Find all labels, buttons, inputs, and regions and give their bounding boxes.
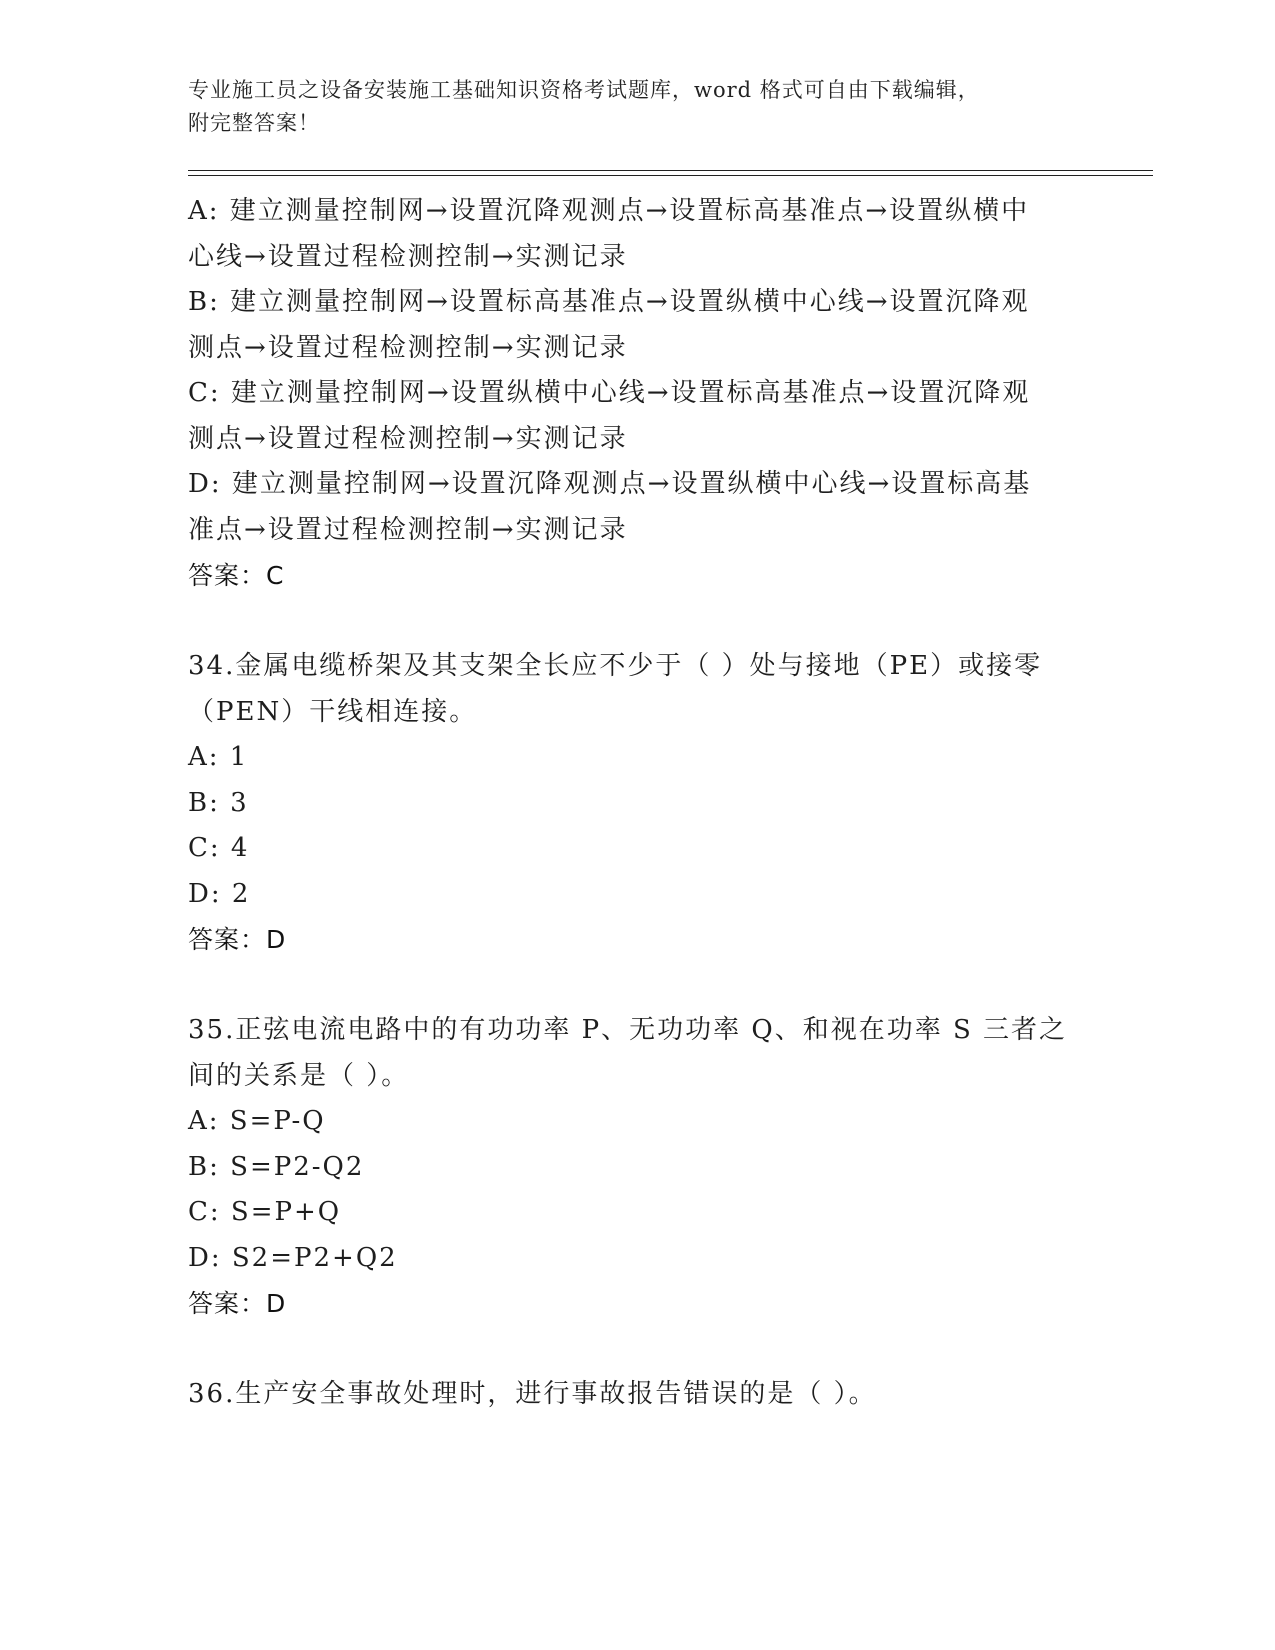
option-d-line-1: D: 建立测量控制网→设置沉降观测点→设置纵横中心线→设置标高基 <box>188 469 1032 499</box>
option-c-line-1: C: 建立测量控制网→设置纵横中心线→设置标高基准点→设置沉降观 <box>188 378 1031 408</box>
option-c: C: 4 <box>188 833 250 863</box>
option-d: D: 2 <box>188 878 251 909</box>
option-b: B: 3 <box>188 787 249 818</box>
option-a: A: S=P-Q <box>188 1106 326 1136</box>
spacer <box>188 1327 1068 1373</box>
option-c: C: S=P+Q <box>188 1197 342 1227</box>
option-d-line-2: 准点→设置过程检测控制→实测记录 <box>188 514 628 545</box>
question-34 <box>188 644 1068 963</box>
spacer <box>188 599 1068 645</box>
question-34-answer: 答案：D <box>188 925 287 954</box>
option-a-line-2: 心线→设置过程检测控制→实测记录 <box>188 241 628 272</box>
question-35-answer: 答案：D <box>188 1289 287 1318</box>
option-b-line-2: 测点→设置过程检测控制→实测记录 <box>188 332 628 363</box>
document-header <box>188 74 1088 140</box>
spacer <box>188 963 1068 1009</box>
question-34-stem-line-1: 34.金属电缆桥架及其支架全长应不少于（ ）处与接地（PE）或接零 <box>188 651 1043 681</box>
question-36-stem-line-1: 36.生产安全事故处理时，进行事故报告错误的是（ ）。 <box>188 1379 877 1409</box>
question-35 <box>188 1008 1068 1327</box>
option-c-line-2: 测点→设置过程检测控制→实测记录 <box>188 423 628 454</box>
question-35-stem-line-1: 35.正弦电流电路中的有功功率 P、无功功率 Q、和视在功率 S 三者之 <box>188 1015 1068 1045</box>
question-35-stem-line-2: 间的关系是（ ）。 <box>188 1060 410 1091</box>
header-divider-1 <box>188 170 1153 171</box>
question-content <box>188 189 1068 1418</box>
question-33-answer: 答案：C <box>188 561 285 590</box>
option-d: D: S2=P2+Q2 <box>188 1242 398 1273</box>
header-line-2: 附完整答案！ <box>188 111 320 135</box>
option-b: B: S=P2-Q2 <box>188 1151 365 1182</box>
option-b-line-1: B: 建立测量控制网→设置标高基准点→设置纵横中心线→设置沉降观 <box>188 287 1030 317</box>
header-line-1: 专业施工员之设备安装施工基础知识资格考试题库，word 格式可自由下载编辑， <box>188 78 980 102</box>
question-33-options <box>188 189 1068 599</box>
header-divider-2 <box>188 175 1153 176</box>
option-a: A: 1 <box>188 742 249 772</box>
question-34-stem-line-2: （PEN）干线相连接。 <box>188 696 478 727</box>
question-36 <box>188 1372 1068 1418</box>
option-a-line-1: A: 建立测量控制网→设置沉降观测点→设置标高基准点→设置纵横中 <box>188 196 1030 226</box>
